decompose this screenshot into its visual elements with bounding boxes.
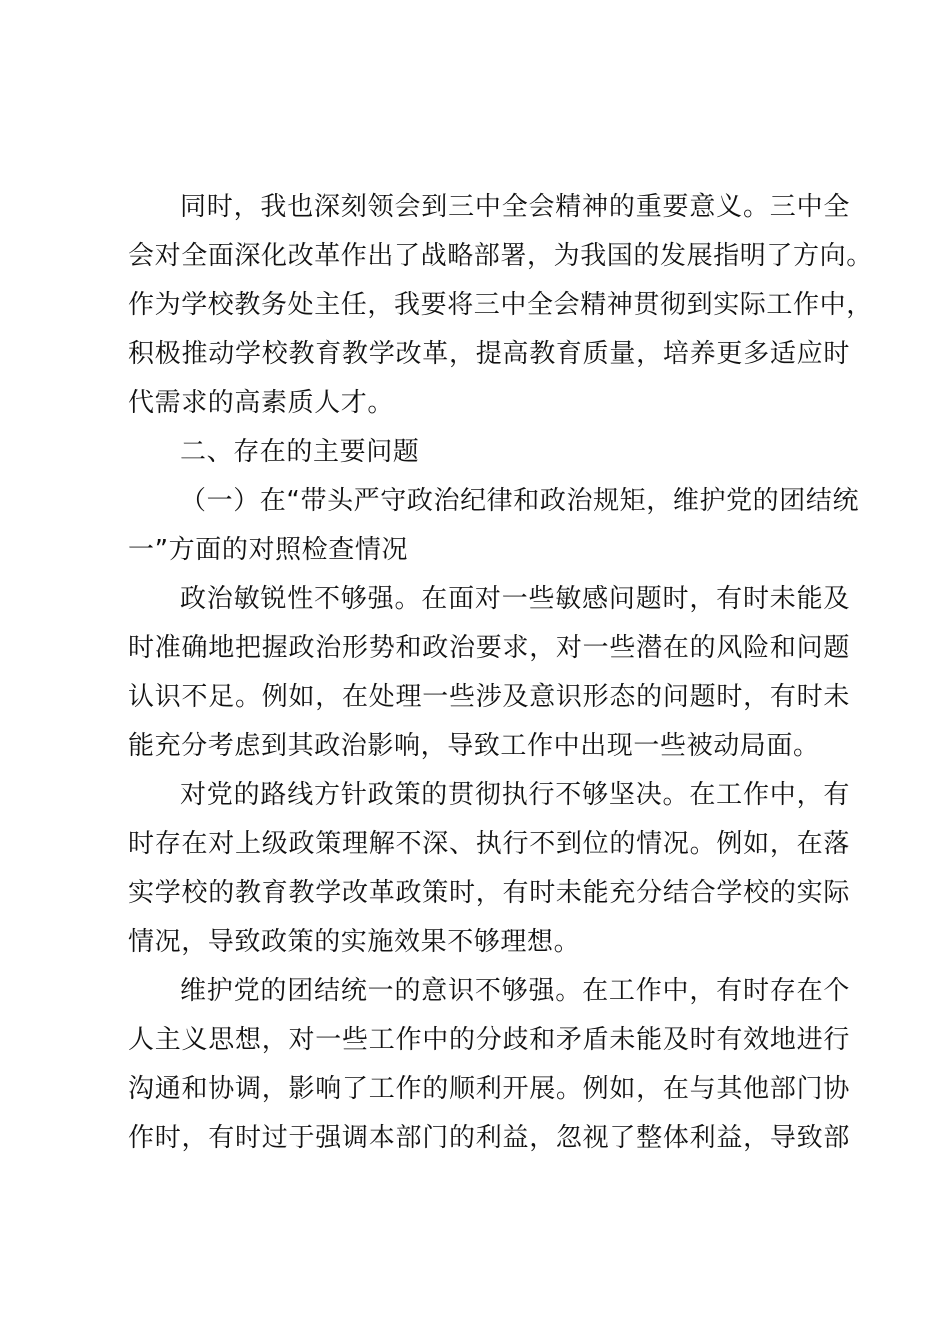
text-line: 认识不足。例如，在处理一些涉及意识形态的问题时，有时未 [128, 682, 850, 712]
paragraph-party-unity [128, 967, 850, 1163]
text-line: 人主义思想，对一些工作中的分歧和矛盾未能及时有效地进行 [128, 1025, 850, 1055]
heading-line: 一”方面的对照检查情况 [128, 535, 409, 565]
text-line: 作为学校教务处主任，我要将三中全会精神贯彻到实际工作中， [128, 290, 873, 320]
text-line: 会对全面深化改革作出了战略部署，为我国的发展指明了方向。 [128, 241, 873, 271]
text-line: 政治敏锐性不够强。在面对一些敏感问题时，有时未能及 [180, 584, 850, 614]
text-line: 代需求的高素质人才。 [128, 388, 395, 418]
paragraph-reform-significance [128, 183, 873, 428]
text-line: 时存在对上级政策理解不深、执行不到位的情况。例如，在落 [128, 829, 850, 859]
text-line: 实学校的教育教学改革政策时，有时未能充分结合学校的实际 [128, 878, 850, 908]
heading-line: （一）在“带头严守政治纪律和政治规矩，维护党的团结统 [180, 486, 860, 516]
subsection-heading-political-discipline [128, 477, 860, 575]
text-line: 时准确地把握政治形势和政治要求，对一些潜在的风险和问题 [128, 633, 850, 663]
paragraph-policy-implementation [128, 771, 850, 967]
heading-line: 二、存在的主要问题 [180, 437, 420, 467]
text-line: 作时，有时过于强调本部门的利益，忽视了整体利益，导致部 [128, 1123, 850, 1153]
text-line: 沟通和协调，影响了工作的顺利开展。例如，在与其他部门协 [128, 1074, 850, 1104]
text-line: 维护党的团结统一的意识不够强。在工作中，有时存在个 [180, 976, 850, 1006]
section-heading-main-problems [128, 428, 850, 477]
document-body [128, 183, 873, 1163]
text-line: 能充分考虑到其政治影响，导致工作中出现一些被动局面。 [128, 731, 820, 761]
paragraph-political-sensitivity [128, 575, 850, 771]
text-line: 积极推动学校教育教学改革，提高教育质量，培养更多适应时 [128, 339, 850, 369]
text-line: 对党的路线方针政策的贯彻执行不够坚决。在工作中，有 [180, 780, 850, 810]
text-line: 同时，我也深刻领会到三中全会精神的重要意义。三中全 [180, 192, 850, 222]
text-line: 情况，导致政策的实施效果不够理想。 [128, 927, 581, 957]
